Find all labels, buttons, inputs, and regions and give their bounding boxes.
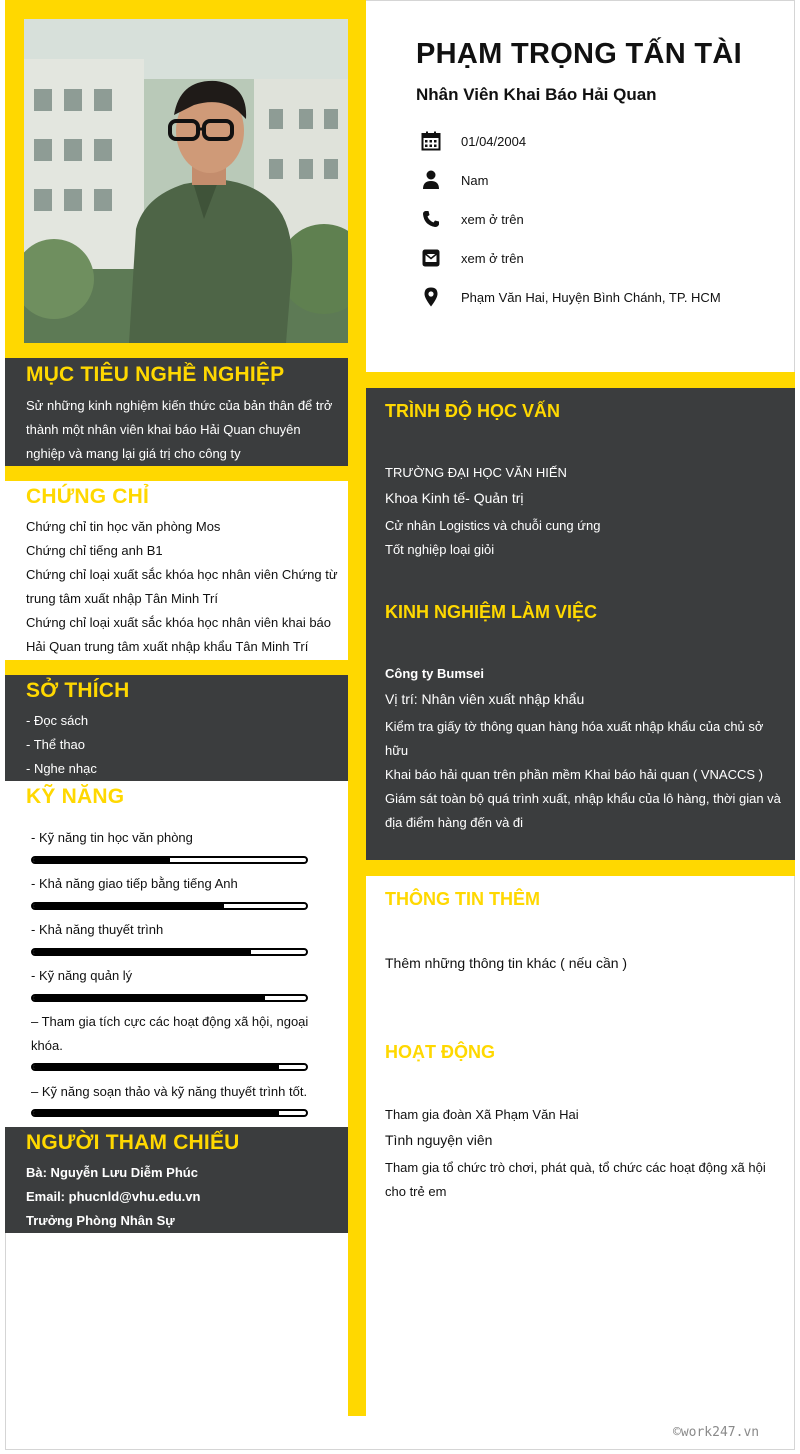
skill-bar	[31, 1063, 308, 1071]
left-accent-strip	[348, 0, 366, 1416]
mail-icon	[420, 247, 442, 269]
location-icon	[420, 286, 442, 308]
activities-org: Tham gia đoàn Xã Phạm Văn Hai	[385, 1107, 579, 1122]
divider	[5, 466, 348, 481]
experience-company: Công ty Bumsei	[385, 666, 484, 681]
person-icon	[420, 169, 442, 191]
reference-section	[5, 1127, 348, 1233]
career-goal-title: MỤC TIÊU NGHỀ NGHIỆP	[26, 363, 285, 386]
list-item: - Thể thao	[26, 737, 86, 752]
phone-icon	[420, 208, 442, 230]
activities-title: HOẠT ĐỘNG	[385, 1042, 495, 1062]
certificates-section	[5, 481, 348, 660]
hobbies-section	[5, 675, 348, 781]
skill-bar-fill	[33, 904, 224, 908]
list-item: - Đọc sách	[26, 713, 89, 728]
education-school: TRƯỜNG ĐẠI HỌC VĂN HIẾN	[385, 465, 567, 480]
divider	[366, 860, 795, 876]
education-degree: Cử nhân Logistics và chuỗi cung ứng	[385, 518, 601, 533]
profile-photo-image	[24, 19, 348, 343]
list-item: Chứng chỉ tin học văn phòng Mos	[26, 519, 221, 534]
extra-title: THÔNG TIN THÊM	[385, 889, 540, 909]
skill-item	[26, 872, 316, 896]
list-item: Chứng chỉ loại xuất sắc khóa học nhân viên khai báo Hải Quan trung tâm xuất nhập khẩu Tân Minh Trí	[26, 615, 332, 654]
education-grade: Tốt nghiệp loại giỏi	[385, 542, 495, 557]
education-title: TRÌNH ĐỘ HỌC VẤN	[385, 401, 560, 421]
skill-bar	[31, 902, 308, 910]
list-item: Chứng chỉ loại xuất sắc khóa học nhân viên Chứng từ trung tâm xuất nhập Tân Minh Trí	[26, 567, 338, 606]
skill-item	[26, 826, 316, 850]
info-email-text: xem ở trên	[461, 250, 524, 266]
candidate-name: PHẠM TRỌNG TẤN TÀI	[416, 38, 742, 70]
skill-bar-fill	[33, 996, 265, 1000]
experience-title: KINH NGHIỆM LÀM VIỆC	[385, 602, 598, 622]
skill-bar-fill	[33, 858, 170, 862]
calendar-icon	[420, 130, 442, 152]
info-gender	[420, 168, 488, 192]
skill-bar	[31, 856, 308, 864]
extra-text: Thêm những thông tin khác ( nếu cần )	[385, 955, 628, 971]
info-email	[420, 246, 524, 270]
hobbies-list	[26, 709, 97, 781]
profile-photo	[24, 19, 348, 343]
skill-label: - Khả năng thuyết trình	[31, 922, 164, 937]
experience-position: Vị trí: Nhân viên xuất nhập khẩu	[385, 691, 585, 707]
skill-item	[26, 964, 316, 988]
hobbies-title: SỞ THÍCH	[26, 679, 130, 702]
reference-title: NGƯỜI THAM CHIẾU	[26, 1131, 240, 1154]
experience-duties	[385, 715, 783, 835]
skills-title: KỸ NĂNG	[26, 785, 125, 808]
skill-label: - Kỹ năng tin học văn phòng	[31, 830, 193, 845]
skill-bar	[31, 1109, 308, 1117]
info-phone	[420, 207, 524, 231]
career-goal-text: Sử những kinh nghiệm kiến thức của bản thân để trở thành một nhân viên khai báo Hải Quan chuyên nghiệp và mang lại giá trị cho công ty	[26, 398, 333, 461]
skill-label: – Tham gia tích cực các hoạt động xã hội, ngoại khóa.	[31, 1014, 309, 1053]
skill-item	[26, 918, 316, 942]
info-phone-text: xem ở trên	[461, 211, 524, 227]
skill-bar-fill	[33, 950, 251, 954]
info-dob	[420, 129, 526, 153]
skill-bar	[31, 994, 308, 1002]
education-experience-section	[366, 388, 795, 860]
reference-position: Trưởng Phòng Nhân Sự	[26, 1213, 175, 1228]
skill-bar	[31, 948, 308, 956]
divider	[366, 372, 795, 388]
candidate-role: Nhân Viên Khai Báo Hải Quan	[416, 85, 657, 104]
info-dob-text: 01/04/2004	[461, 133, 527, 149]
skill-label: – Kỹ năng soạn thảo và kỹ năng thuyết trình tốt.	[31, 1084, 308, 1099]
watermark: ©work247.vn	[673, 1425, 760, 1440]
skill-item	[26, 1080, 316, 1104]
certificates-list	[26, 515, 338, 659]
education-faculty: Khoa Kinh tế- Quản trị	[385, 490, 524, 506]
reference-lines	[26, 1161, 200, 1233]
list-item: Kiểm tra giấy tờ thông quan hàng hóa xuất nhập khẩu của chủ sở hữu	[385, 719, 764, 758]
info-address	[420, 285, 721, 309]
list-item: Chứng chỉ tiếng anh B1	[26, 543, 163, 558]
skill-bar-fill	[33, 1065, 279, 1069]
info-gender-text: Nam	[461, 172, 489, 188]
skill-label: - Kỹ năng quản lý	[31, 968, 133, 983]
skill-bar-fill	[33, 1111, 279, 1115]
info-address-text: Phạm Văn Hai, Huyện Bình Chánh, TP. HCM	[461, 289, 721, 305]
skill-label: - Khả năng giao tiếp bằng tiếng Anh	[31, 876, 238, 891]
activities-role: Tình nguyện viên	[385, 1132, 493, 1148]
skill-item	[26, 1010, 316, 1058]
career-goal-section	[5, 358, 348, 466]
divider	[5, 660, 348, 675]
reference-name: Bà: Nguyễn Lưu Diễm Phúc	[26, 1165, 198, 1180]
list-item: Giám sát toàn bộ quá trình xuất, nhập khẩu của lô hàng, thời gian và địa điểm hàng đến và đi	[385, 791, 781, 830]
list-item: Khai báo hải quan trên phần mềm Khai báo hải quan ( VNACCS )	[385, 767, 763, 782]
certificates-title: CHỨNG CHỈ	[26, 485, 150, 508]
list-item: - Nghe nhạc	[26, 761, 97, 776]
reference-email: Email: phucnld@vhu.edu.vn	[26, 1189, 201, 1204]
activities-desc: Tham gia tổ chức trò chơi, phát quà, tổ chức các hoạt động xã hội cho trẻ em	[385, 1160, 766, 1199]
